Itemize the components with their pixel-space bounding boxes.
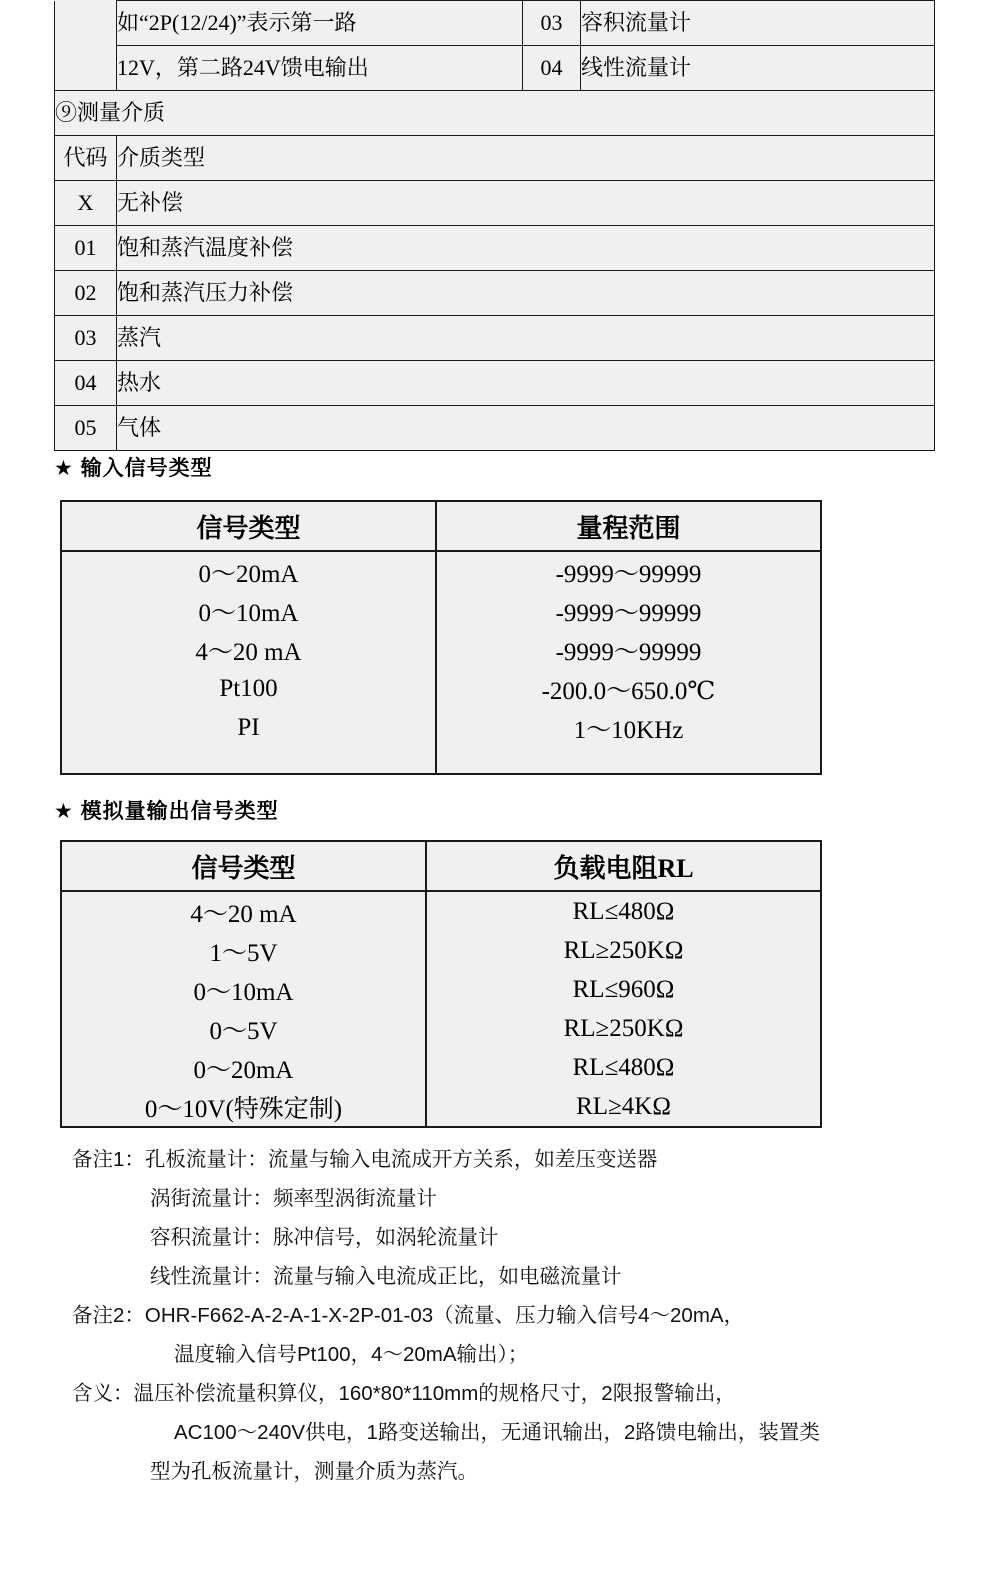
- medium-type: 饱和蒸汽温度补偿: [117, 226, 935, 271]
- signal-type: 0～5V: [61, 1009, 426, 1048]
- signal-type: 4～20 mA: [61, 630, 436, 669]
- table-row: [61, 931, 821, 970]
- table-row: [61, 970, 821, 1009]
- signal-range: -9999～99999: [555, 599, 702, 627]
- medium-code: 01: [55, 226, 117, 271]
- signal-range: -9999～99999: [555, 638, 702, 666]
- header-code: 代码: [55, 136, 117, 181]
- input-signal-heading: ★ 输入信号类型: [54, 457, 213, 480]
- code-name: 容积流量计: [581, 1, 935, 46]
- table-row: [55, 226, 935, 271]
- analog-output-table: [60, 840, 822, 1128]
- medium-code: X: [55, 181, 117, 226]
- code-value: 04: [523, 46, 581, 91]
- load-resistance: RL≥250KΩ: [563, 936, 684, 964]
- table-header-row: [61, 841, 821, 891]
- medium-type: 蒸汽: [117, 316, 935, 361]
- header-load-resistance: 负载电阻RL: [426, 841, 821, 891]
- section-title-row: [55, 91, 935, 136]
- load-resistance: RL≤960Ω: [572, 975, 675, 1003]
- header-range: 量程范围: [436, 501, 821, 551]
- table-row: [61, 1009, 821, 1048]
- table-row: [61, 1087, 821, 1127]
- filler-cell: [436, 747, 821, 774]
- table-row: [55, 46, 935, 91]
- medium-code: 05: [55, 406, 117, 451]
- note-line: 型为孔板流量计，测量介质为蒸汽。: [150, 1460, 478, 1483]
- table-row: [61, 591, 821, 630]
- analog-output-heading: ★ 模拟量输出信号类型: [54, 800, 279, 823]
- signal-type: 0～20mA: [61, 1048, 426, 1087]
- notes-block: [54, 1140, 954, 1491]
- note-line: 含义：温压补偿流量积算仪，160*80*110mm的规格尺寸，2限报警输出，: [72, 1382, 736, 1405]
- table-row: [55, 406, 935, 451]
- spacer-cell: [55, 1, 117, 46]
- medium-code: 02: [55, 271, 117, 316]
- table-header-row: [61, 501, 821, 551]
- signal-type: 1～5V: [61, 931, 426, 970]
- table-row: [55, 1, 935, 46]
- load-resistance: RL≤480Ω: [572, 897, 675, 925]
- medium-code: 03: [55, 316, 117, 361]
- signal-type: 4～20 mA: [61, 891, 426, 931]
- medium-section-title: ⑨测量介质: [55, 91, 935, 136]
- header-signal-type: 信号类型: [61, 501, 436, 551]
- note-line: 温度输入信号Pt100，4～20mA输出）；: [174, 1343, 529, 1366]
- table-row: [55, 181, 935, 226]
- table-header-row: [55, 136, 935, 181]
- signal-type: 0～10mA: [61, 591, 436, 630]
- table-row: [55, 271, 935, 316]
- table-row: [61, 669, 821, 708]
- load-resistance: RL≥4KΩ: [576, 1092, 671, 1120]
- note-line: AC100～240V供电，1路变送输出，无通讯输出，2路馈电输出，装置类: [174, 1421, 820, 1444]
- load-resistance: RL≥250KΩ: [563, 1014, 684, 1042]
- table-row: [61, 1048, 821, 1087]
- signal-type: PI: [61, 708, 436, 747]
- note-line: 容积流量计：脉冲信号，如涡轮流量计: [150, 1226, 499, 1249]
- medium-type: 气体: [117, 406, 935, 451]
- signal-type: 0～20mA: [61, 551, 436, 591]
- code-value: 03: [523, 1, 581, 46]
- medium-type: 无补偿: [117, 181, 935, 226]
- signal-range: -200.0～650.0℃: [541, 677, 716, 705]
- note-line: 备注2：OHR-F662-A-2-A-1-X-2P-01-03（流量、压力输入信号4～20mA，: [72, 1304, 745, 1327]
- header-signal-type: 信号类型: [61, 841, 426, 891]
- header-type: 介质类型: [117, 136, 935, 181]
- input-signal-table: [60, 500, 822, 775]
- table-row: [61, 708, 821, 747]
- note-line: 涡街流量计：频率型涡街流量计: [150, 1187, 437, 1210]
- signal-range: 1～10KHz: [573, 716, 684, 744]
- spacer-cell: [55, 46, 117, 91]
- code-table: [54, 0, 935, 451]
- medium-code: 04: [55, 361, 117, 406]
- table-row: [61, 551, 821, 591]
- filler-cell: [61, 747, 436, 774]
- code-desc: 如“2P(12/24)”表示第一路: [117, 1, 523, 46]
- note-line: 线性流量计：流量与输入电流成正比，如电磁流量计: [150, 1265, 622, 1288]
- table-filler-row: [61, 747, 821, 774]
- medium-type: 热水: [117, 361, 935, 406]
- signal-type: 0～10V(特殊定制): [61, 1087, 426, 1127]
- code-name: 线性流量计: [581, 46, 935, 91]
- medium-type: 饱和蒸汽压力补偿: [117, 271, 935, 316]
- code-desc: 12V，第二路24V馈电输出: [117, 46, 523, 91]
- table-row: [55, 361, 935, 406]
- signal-type: Pt100: [61, 669, 436, 708]
- table-row: [55, 316, 935, 361]
- table-row: [61, 630, 821, 669]
- signal-range: -9999～99999: [555, 560, 702, 588]
- signal-type: 0～10mA: [61, 970, 426, 1009]
- note-line: 备注1：孔板流量计：流量与输入电流成开方关系，如差压变送器: [72, 1148, 658, 1171]
- load-resistance: RL≤480Ω: [572, 1053, 675, 1081]
- table-row: [61, 891, 821, 931]
